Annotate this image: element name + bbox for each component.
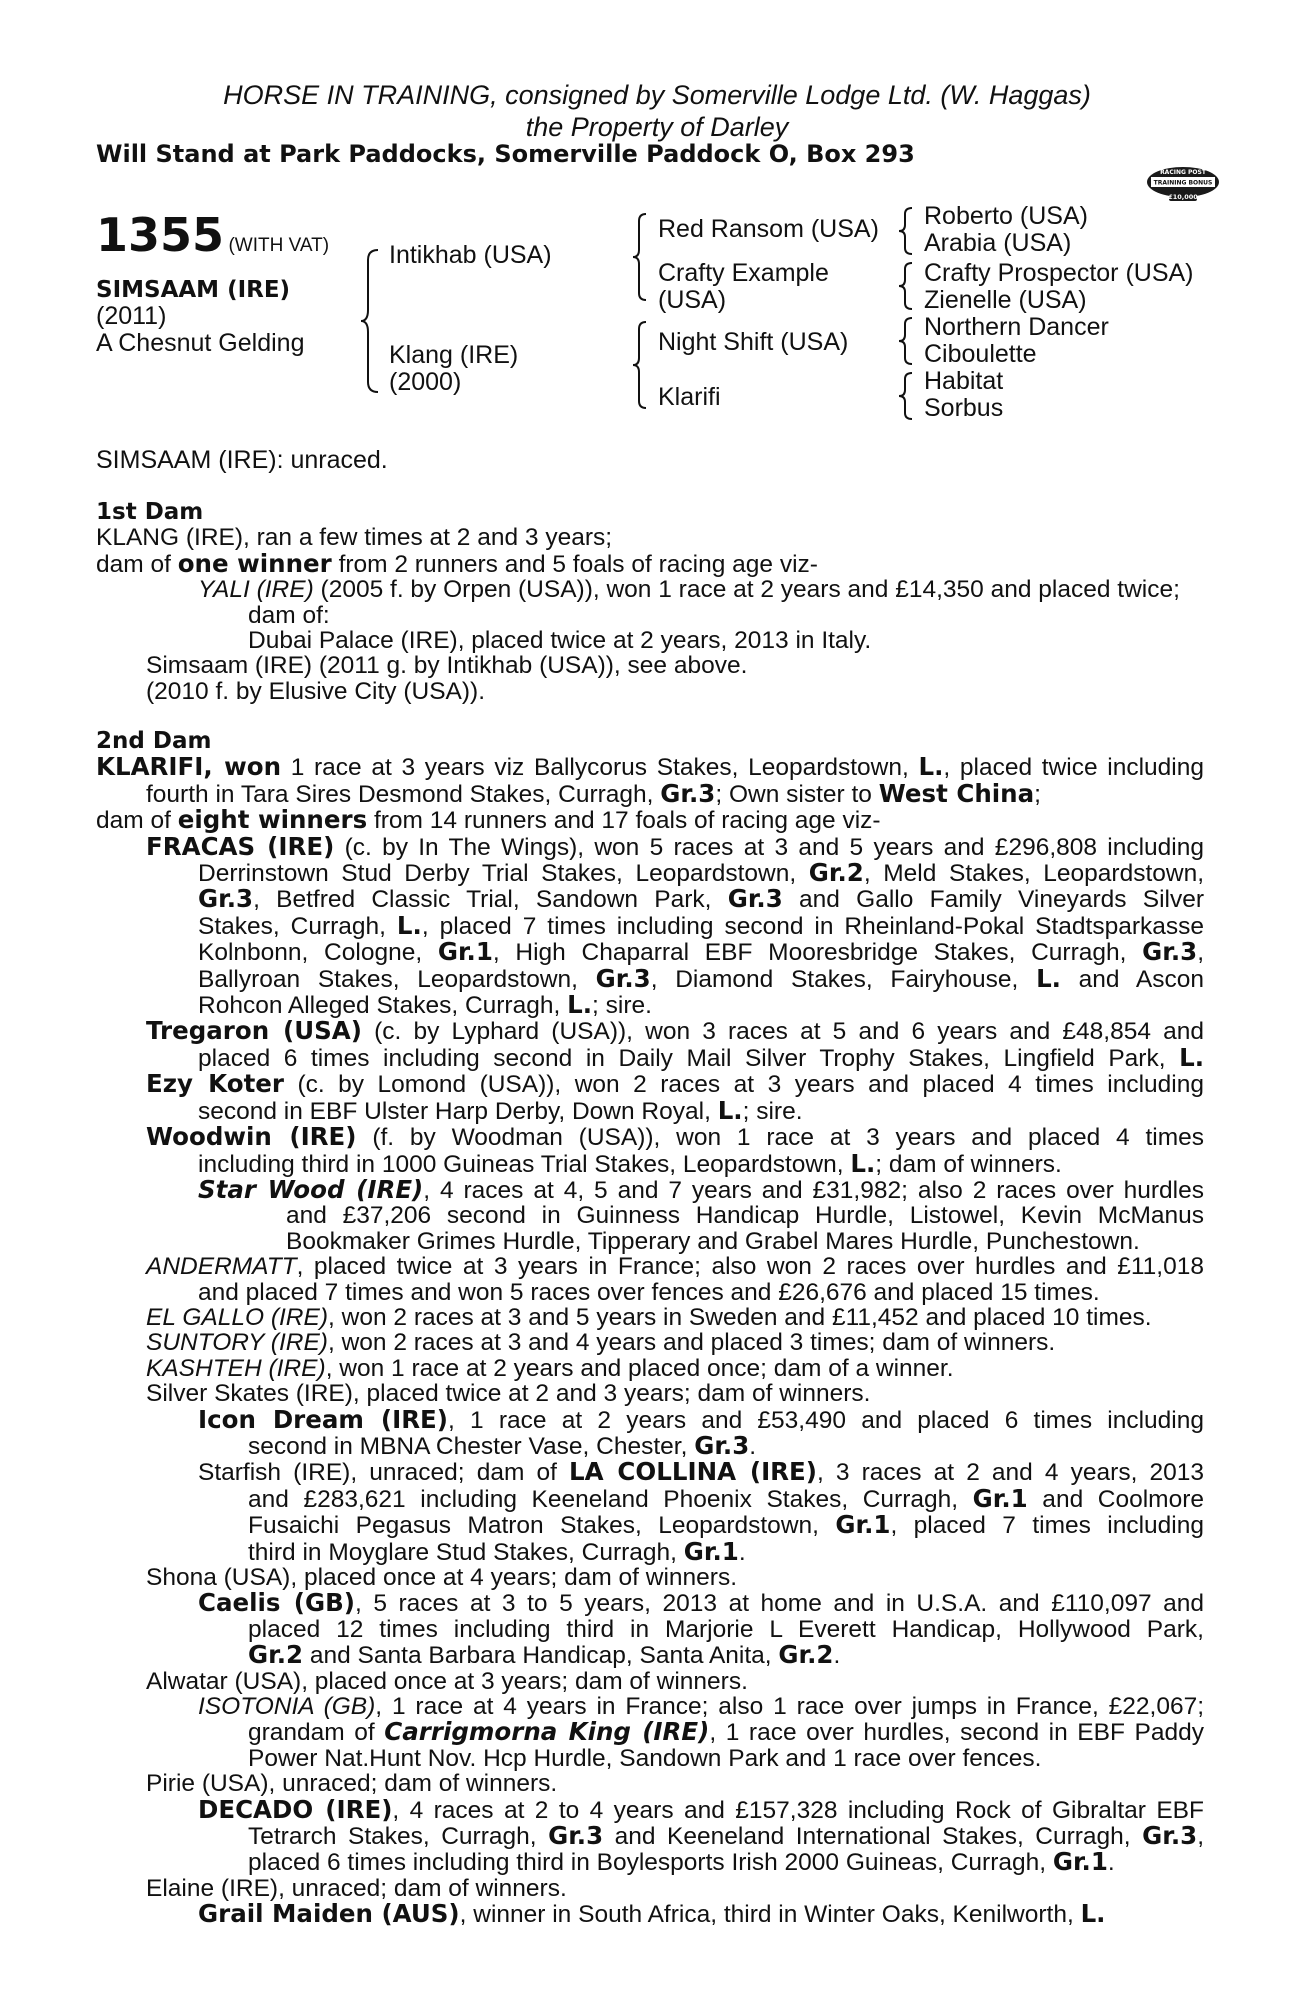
dam2-line: Star Wood (IRE), 4 races at 4, 5 and 7 years and £31,982; also 2 races over hurdles (198, 1174, 1204, 1204)
pedigree-brace-2a (632, 212, 648, 302)
ddd: Sorbus (924, 394, 1004, 422)
dam-year: (2000) (389, 368, 462, 396)
dam2-line: Tetrarch Stakes, Curragh, Gr.3 and Keeneland International Stakes, Curragh, Gr.3, (248, 1821, 1205, 1851)
pedigree-brace-3d (898, 371, 914, 421)
dam1-line: dam of: (248, 601, 330, 629)
dss: Northern Dancer (924, 313, 1109, 341)
first-dam-section (96, 500, 1204, 704)
sire-sire: Red Ransom (USA) (658, 215, 879, 243)
dam2-line: EL GALLO (IRE), won 2 races at 3 and 5 years in Sweden and £11,452 and placed 10 times. (146, 1303, 1152, 1331)
dam2-line: Fusaichi Pegasus Matron Stakes, Leopardstown, Gr.1, placed 7 times including (248, 1510, 1204, 1540)
dam2-line: fourth in Tara Sires Desmond Stakes, Curragh, Gr.3; Own sister to West China; (146, 778, 1041, 808)
vat-note: (WITH VAT) (228, 235, 330, 256)
dam2-line: SUNTORY (IRE), won 2 races at 3 and 4 years and placed 3 times; dam of winners. (146, 1329, 1056, 1357)
dam2-line: placed 6 times including third in Boylesports Irish 2000 Guineas, Curragh, Gr.1. (248, 1847, 1115, 1877)
pedigree-brace-3a (898, 206, 914, 256)
dam2-line: DECADO (IRE), 4 races at 2 to 4 years and £157,328 including Rock of Gibraltar EBF (198, 1794, 1204, 1824)
dam-dam: Klarifi (658, 383, 721, 411)
dam2-line: Power Nat.Hunt Nov. Hcp Hurdle, Sandown Park and 1 race over fences. (248, 1744, 1042, 1772)
dam1-line: (2010 f. by Elusive City (USA)). (146, 677, 486, 705)
dsd: Ciboulette (924, 340, 1037, 368)
dam2-line: Shona (USA), placed once at 4 years; dam of winners. (146, 1564, 738, 1591)
horse-description: A Chesnut Gelding (96, 329, 305, 357)
pedigree-brace-3b (898, 261, 914, 311)
dam2-line: including third in 1000 Guineas Trial Stakes, Leopardstown, L.; dam of winners. (198, 1148, 1062, 1178)
location-line: Will Stand at Park Paddocks, Somerville Paddock O, Box 293 (96, 140, 915, 168)
dam2-line: Tregaron (USA) (c. by Lyphard (USA)), won 3 races at 5 and 6 years and £48,854 and (146, 1016, 1205, 1046)
dam2-line: Derrinstown Stud Derby Trial Stakes, Leopardstown, Gr.2, Meld Stakes, Leopardstown, (198, 858, 1205, 888)
lot-number: 1355 (96, 208, 225, 262)
dam2-line: dam of eight winners from 14 runners and 17 foals of racing age viz- (96, 805, 881, 835)
sire: Intikhab (USA) (389, 241, 552, 269)
dam2-line: Gr.2 and Santa Barbara Handicap, Santa Anita, Gr.2. (248, 1640, 841, 1670)
sdd: Zienelle (USA) (924, 286, 1087, 314)
first-dam-heading: 1st Dam (96, 499, 204, 525)
race-summary: SIMSAAM (IRE): unraced. (96, 446, 388, 474)
dds: Habitat (924, 367, 1004, 395)
dam2-line: Gr.3, Betfred Classic Trial, Sandown Park, Gr.3 and Gallo Family Vineyards Silver (198, 884, 1204, 914)
training-bonus-badge (1145, 163, 1221, 203)
dam2-line: placed 6 times including second in Daily Mail Silver Trophy Stakes, Lingfield Park, L. (198, 1042, 1204, 1072)
dam1-line: dam of one winner from 2 runners and 5 foals of racing age viz- (96, 548, 818, 578)
badge-top-text: RACING POST (1160, 169, 1206, 176)
foaling-year: (2011) (96, 302, 167, 330)
pedigree-brace-1 (360, 248, 380, 394)
pedigree-brace-3c (898, 316, 914, 366)
dam1-line: KLANG (IRE), ran a few times at 2 and 3 years; (96, 524, 613, 552)
second-dam-section (96, 729, 1204, 1928)
dam2-line: Icon Dream (IRE), 1 race at 2 years and £53,490 and placed 6 times including (198, 1404, 1204, 1434)
sds: Crafty Prospector (USA) (924, 259, 1194, 287)
property-line: the Property of Darley (525, 112, 789, 142)
dam2-line: ANDERMATT, placed twice at 3 years in France; also won 2 races over hurdles and £11,018 (146, 1253, 1204, 1281)
dam2-line: Ezy Koter (c. by Lomond (USA)), won 2 races at 3 years and placed 4 times including (146, 1069, 1205, 1099)
horse-name: SIMSAAM (IRE) (96, 277, 291, 303)
dam2-line: second in MBNA Chester Vase, Chester, Gr.3. (248, 1430, 757, 1460)
consignor-line: HORSE IN TRAINING, consigned by Somerville Lodge Ltd. (W. Haggas) (223, 80, 1091, 110)
dam: Klang (IRE) (389, 341, 519, 369)
sss: Roberto (USA) (924, 202, 1088, 230)
second-dam-heading: 2nd Dam (96, 728, 212, 754)
dam2-line: Caelis (GB), 5 races at 3 to 5 years, 2013 at home and in U.S.A. and £110,097 and (198, 1588, 1204, 1618)
badge-bottom-text: £10,000 (1168, 193, 1198, 201)
dam1-line: YALI (IRE) (2005 f. by Orpen (USA)), won 1 race at 2 years and £14,350 and placed twice; (198, 576, 1180, 604)
dam2-line: and £37,206 second in Guinness Handicap Hurdle, Listowel, Kevin McManus (286, 1202, 1204, 1230)
badge-middle-text: TRAINING BONUS (1153, 179, 1213, 187)
sire-dam: Crafty Example (658, 259, 829, 287)
pedigree-brace-2b (632, 320, 648, 410)
dam2-line: Bookmaker Grimes Hurdle, Tipperary and Grabel Mares Hurdle, Punchestown. (286, 1227, 1140, 1255)
dam2-line: Ballyroan Stakes, Leopardstown, Gr.3, Diamond Stakes, Fairyhouse, L. and Ascon (198, 963, 1204, 993)
dam2-line: ISOTONIA (GB), 1 race at 4 years in France; also 1 race over jumps in France, £22,067; (198, 1693, 1205, 1721)
dam2-line: Starfish (IRE), unraced; dam of LA COLLINA (IRE), 3 races at 2 and 4 years, 2013 (198, 1457, 1204, 1487)
dam2-line: and £283,621 including Keeneland Phoenix Stakes, Curragh, Gr.1 and Coolmore (248, 1483, 1204, 1513)
dam2-line: placed 12 times including third in Marjorie L Everett Handicap, Hollywood Park, (248, 1615, 1204, 1643)
dam2-line: second in EBF Ulster Harp Derby, Down Royal, L.; sire. (198, 1095, 803, 1125)
dam2-line: Woodwin (IRE) (f. by Woodman (USA)), won 1 race at 3 years and placed 4 times (146, 1122, 1205, 1152)
dam-sire: Night Shift (USA) (658, 328, 849, 356)
dam2-line: Elaine (IRE), unraced; dam of winners. (146, 1874, 567, 1902)
dam2-line: Alwatar (USA), placed once at 3 years; dam of winners. (146, 1667, 748, 1695)
sire-dam-country: (USA) (658, 286, 727, 314)
dam2-line: KASHTEH (IRE), won 1 race at 2 years and placed once; dam of a winner. (146, 1354, 954, 1382)
dam2-line: Silver Skates (IRE), placed twice at 2 and 3 years; dam of winners. (146, 1380, 871, 1408)
lot-number-block (96, 208, 330, 262)
dam2-line: Kolnbonn, Cologne, Gr.1, High Chaparral EBF Mooresbridge Stakes, Curragh, Gr.3, (198, 937, 1205, 967)
dam2-line: Stakes, Curragh, L., placed 7 times including second in Rheinland-Pokal Stadtsparkasse (198, 910, 1205, 940)
dam2-line: Pirie (USA), unraced; dam of winners. (146, 1770, 558, 1798)
dam2-line: Rohcon Alleged Stakes, Curragh, L.; sire. (198, 990, 652, 1020)
dam2-line: third in Moyglare Stud Stakes, Curragh, Gr.1. (248, 1536, 746, 1566)
dam1-line: Dubai Palace (IRE), placed twice at 2 years, 2013 in Italy. (248, 627, 872, 655)
ssd: Arabia (USA) (924, 229, 1072, 257)
dam2-line: KLARIFI, won 1 race at 3 years viz Ballycorus Stakes, Leopardstown, L., placed twice including (96, 752, 1205, 782)
dam2-line: and placed 7 times and won 5 races over fences and £26,676 and placed 15 times. (198, 1278, 1100, 1306)
dam2-line: Grail Maiden (AUS), winner in South Africa, third in Winter Oaks, Kenilworth, L. (198, 1899, 1106, 1929)
dam2-line: grandam of Carrigmorna King (IRE), 1 race over hurdles, second in EBF Paddy (248, 1717, 1204, 1747)
dam2-line: FRACAS (IRE) (c. by In The Wings), won 5 races at 3 and 5 years and £296,808 including (146, 831, 1204, 861)
dam1-line: Simsaam (IRE) (2011 g. by Intikhab (USA)), see above. (146, 652, 748, 680)
